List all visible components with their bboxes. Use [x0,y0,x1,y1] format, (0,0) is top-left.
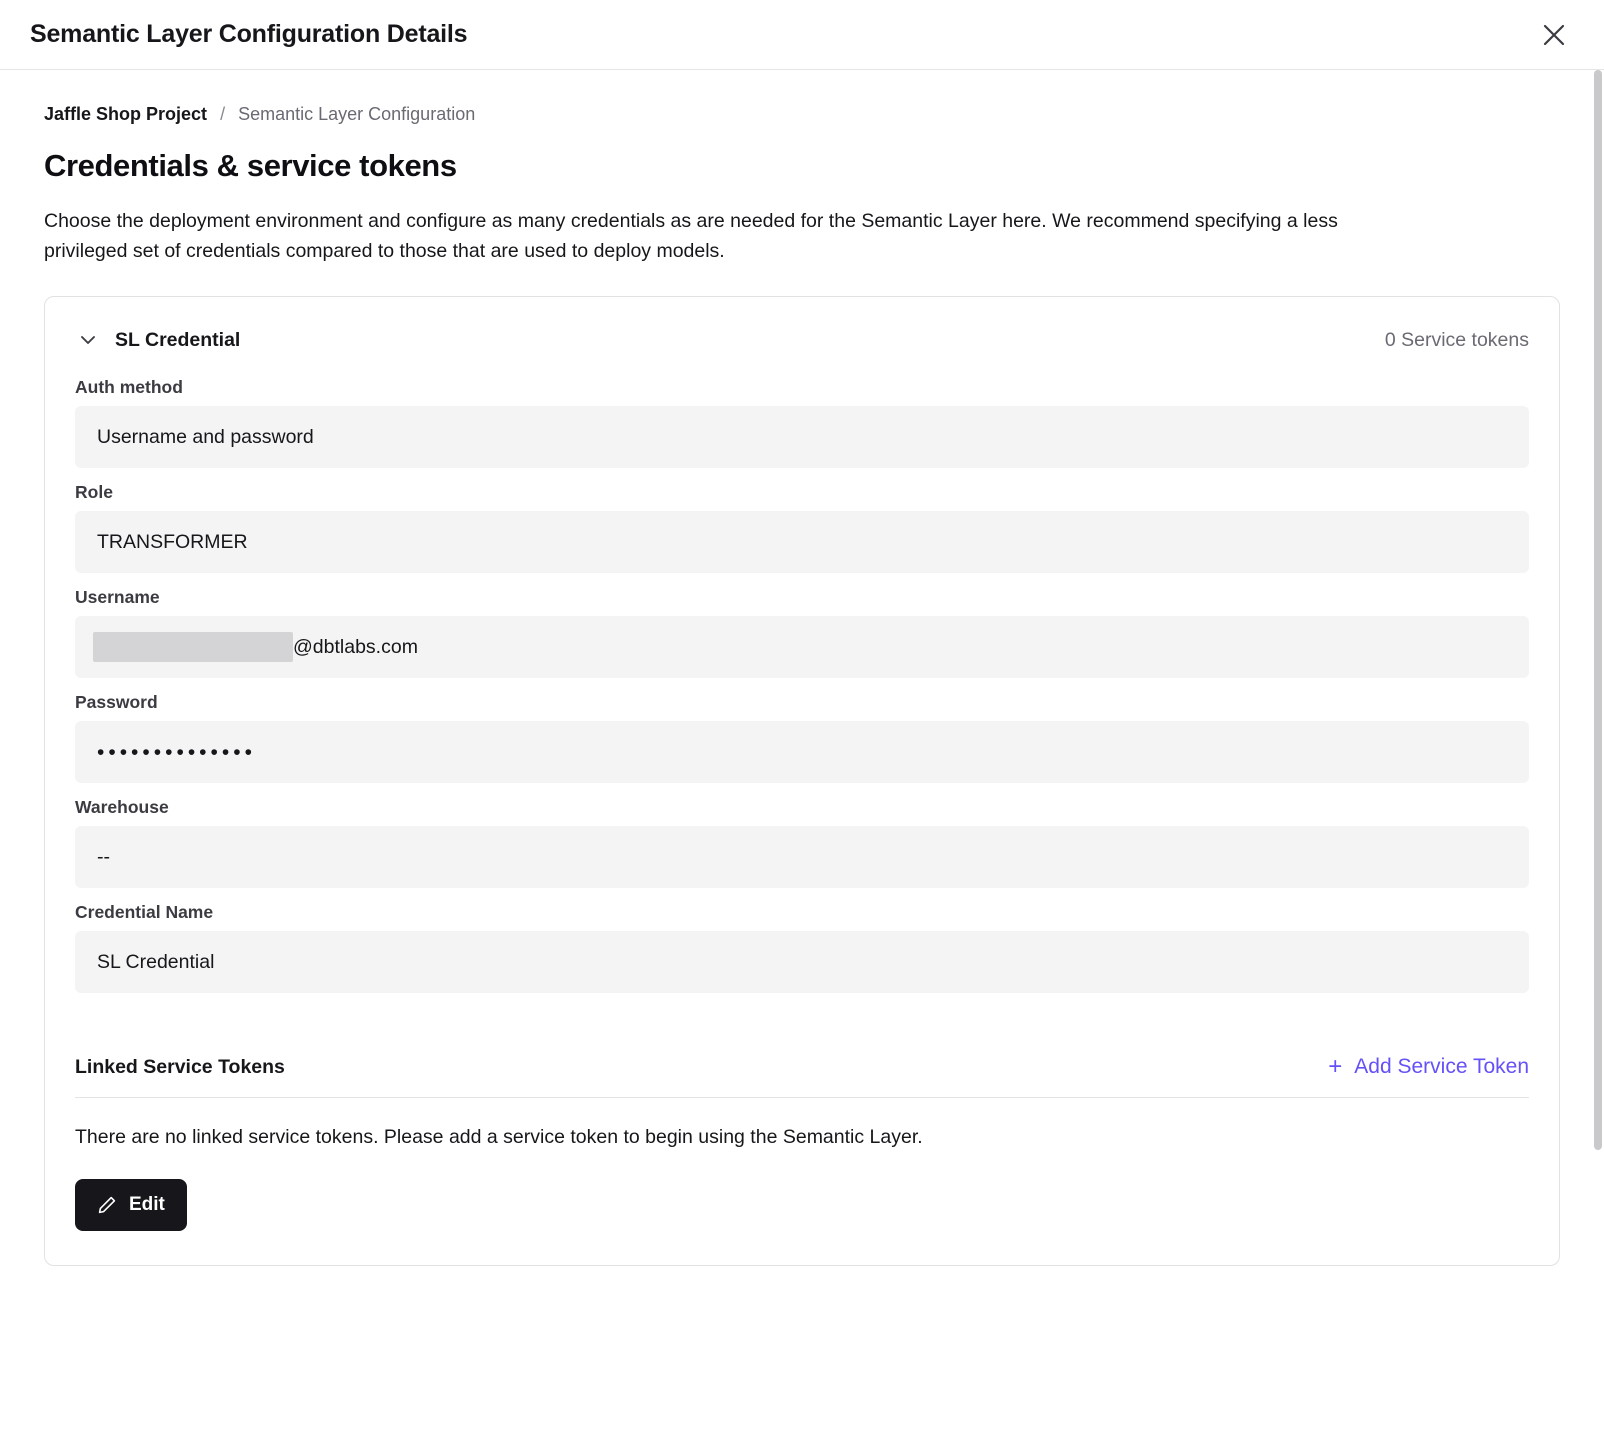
breadcrumb-project-link[interactable]: Jaffle Shop Project [44,104,208,124]
linked-tokens-header [45,1007,1559,1097]
chevron-down-icon[interactable] [75,327,101,353]
add-service-token-button[interactable] [1328,1055,1529,1079]
field-username [75,587,1529,678]
field-label-role: Role [75,482,113,503]
close-icon-glyph [1541,22,1567,48]
credential-fields [45,361,1559,993]
edit-button-label: Edit [129,1194,165,1216]
field-role [75,482,1529,573]
plus-icon: + [1328,1053,1343,1081]
field-label-warehouse: Warehouse [75,797,169,818]
username-domain-suffix: @dbtlabs.com [293,635,418,658]
edit-button[interactable] [75,1179,187,1231]
field-warehouse [75,797,1529,888]
modal-title: Semantic Layer Configuration Details [30,20,468,48]
page-description: Choose the deployment environment and configure as many credentials as are needed for the Semantic Layer here. We recommend specifying a less privileged set of credentials compared to those that are used to deploy models. [44,209,1338,262]
add-service-token-label: Add Service Token [1354,1055,1529,1079]
field-label-auth-method: Auth method [75,377,183,398]
modal-body [0,70,1604,1266]
field-value-credential-name: SL Credential [75,931,1529,993]
pencil-icon [97,1195,117,1215]
pencil-icon-glyph [97,1195,117,1215]
field-label-credential-name: Credential Name [75,902,214,923]
field-auth-method [75,377,1529,468]
field-value-password [75,721,1529,783]
credential-card [44,296,1560,1266]
redacted-username-bar [93,632,293,662]
service-tokens-count: 0 Service tokens [1384,328,1529,351]
breadcrumb [44,104,1560,126]
scrollbar-track[interactable] [1594,70,1602,1436]
linked-tokens-title: Linked Service Tokens [75,1055,285,1078]
card-actions [45,1149,1559,1265]
modal-header [0,0,1604,70]
credential-card-title: SL Credential [115,328,241,351]
linked-tokens-empty-text: There are no linked service tokens. Please add a service token to begin using the Semantic Layer. [75,1126,923,1149]
credential-card-header[interactable] [45,297,1559,361]
field-credential-name [75,902,1529,993]
page-title: Credentials & service tokens [44,147,457,183]
field-password [75,692,1529,783]
scrollbar-thumb[interactable] [1594,70,1602,1150]
field-label-password: Password [75,692,158,713]
field-value-role: TRANSFORMER [75,511,1529,573]
field-value-auth-method: Username and password [75,406,1529,468]
field-label-username: Username [75,587,160,608]
close-icon[interactable] [1534,15,1574,55]
field-value-warehouse: -- [75,826,1529,888]
field-value-username [75,616,1529,678]
breadcrumb-current: Semantic Layer Configuration [238,104,476,124]
chevron-down-icon-glyph [78,330,98,350]
password-masked-value: •••••••••••••• [97,740,256,764]
breadcrumb-separator: / [220,104,226,124]
